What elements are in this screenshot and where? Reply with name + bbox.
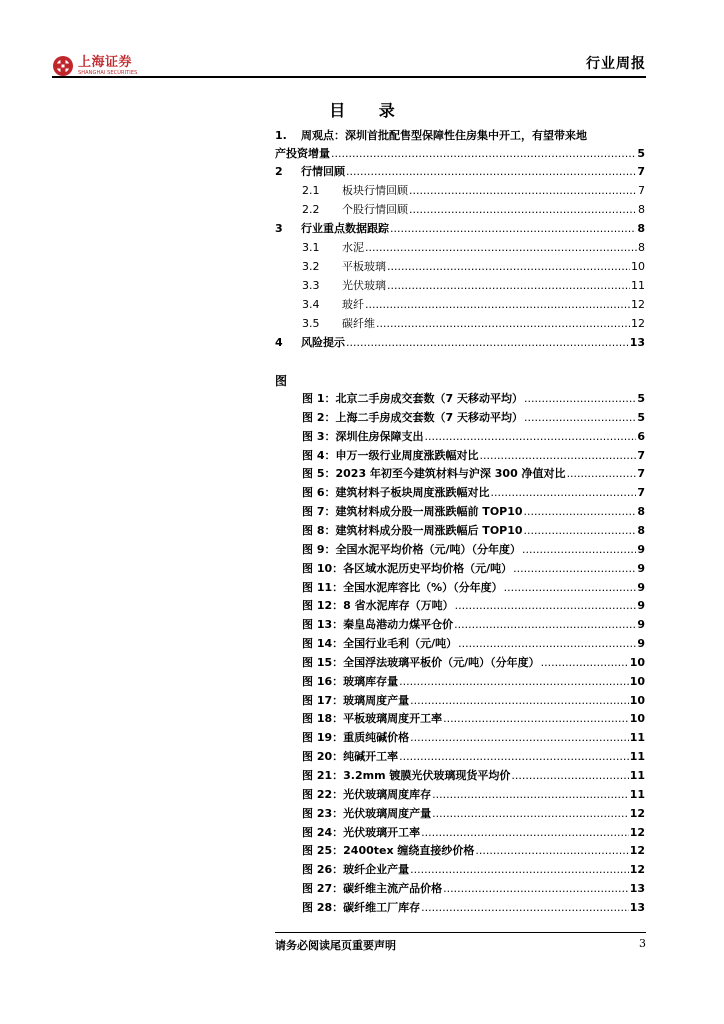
figure-entry[interactable]	[275, 880, 645, 898]
figure-entry-page: 10	[629, 674, 645, 688]
toc-entry[interactable]	[275, 258, 645, 276]
toc-entry-page: 13	[629, 336, 645, 349]
leader-dots	[524, 409, 636, 427]
figure-entry-label: 图 8：建筑材料成分股一周涨跌幅后 TOP10	[302, 523, 523, 537]
figure-entry-label: 图 26：玻纤企业产量	[302, 863, 410, 877]
leader-dots	[409, 182, 637, 200]
leader-dots	[410, 729, 629, 747]
logo-subtitle: SHANGHAI SECURITIES	[78, 70, 138, 76]
figure-entry-page: 7	[637, 486, 645, 500]
figure-entry[interactable]	[275, 842, 645, 860]
toc-title: 目 录	[329, 101, 409, 120]
footer-divider	[275, 932, 646, 933]
toc-entry-label: 碳纤维	[342, 317, 375, 330]
figure-entry-label: 图 12：8 省水泥库存（万吨）	[302, 599, 454, 613]
toc-entry[interactable]	[275, 182, 645, 200]
toc-entry-page: 11	[631, 279, 645, 292]
figure-entry-page: 9	[637, 561, 645, 575]
figure-entry-page: 11	[629, 769, 645, 782]
toc-entry-page: 8	[638, 241, 645, 254]
figure-entry[interactable]	[275, 786, 645, 804]
figure-entry-label: 图 23：光伏玻璃周度产量	[302, 806, 432, 820]
figure-entry[interactable]	[275, 428, 645, 446]
leader-dots	[443, 710, 629, 728]
toc-entry-page: 5	[637, 147, 645, 160]
figure-entry[interactable]	[275, 560, 645, 578]
figure-entry[interactable]	[275, 861, 645, 879]
figure-entry[interactable]	[275, 616, 645, 634]
toc-entry-label: 行情回顾	[301, 165, 345, 178]
figure-entry-page: 8	[637, 505, 645, 519]
toc-entry-number: 3.2	[302, 260, 320, 273]
toc-entry[interactable]	[275, 201, 645, 219]
toc-entry-label: 周观点：深圳首批配售型保障性住房集中开工，有望带来地	[301, 129, 587, 142]
company-logo	[52, 55, 137, 77]
figure-entry[interactable]	[275, 635, 645, 653]
leader-dots	[387, 277, 630, 295]
figure-entry-label: 图 20：纯碱开工率	[302, 750, 399, 764]
leader-dots	[504, 579, 637, 597]
figure-entry-page: 5	[637, 392, 645, 405]
toc-entry-page: 12	[631, 317, 645, 330]
figure-entry[interactable]	[275, 654, 645, 672]
figure-entry-page: 12	[629, 825, 645, 839]
figure-entry-page: 12	[629, 806, 645, 820]
figure-entry[interactable]	[275, 597, 645, 615]
leader-dots	[410, 861, 629, 879]
figure-entry-page: 11	[629, 750, 645, 764]
toc-entry-1-line2[interactable]	[275, 145, 645, 163]
figure-entry-page: 10	[629, 693, 645, 707]
figure-entry[interactable]	[275, 673, 645, 691]
leader-dots	[511, 767, 628, 785]
toc-entry-label: 行业重点数据跟踪	[301, 222, 389, 235]
figure-entry[interactable]	[275, 541, 645, 559]
figure-entry-label: 图 1：北京二手房成交套数（7 天移动平均）	[302, 392, 523, 405]
leader-dots	[424, 428, 636, 446]
figure-entry-page: 9	[637, 618, 645, 632]
figure-entry-page: 12	[629, 844, 645, 858]
toc-entry[interactable]	[275, 220, 645, 238]
page-number: 3	[639, 937, 646, 950]
figure-entry-label: 图 9：全国水泥平均价格（元/吨）（分年度）	[302, 542, 521, 556]
leader-dots	[524, 503, 637, 521]
figure-entry-page: 13	[629, 900, 645, 914]
leader-dots	[376, 315, 630, 333]
figure-entry-page: 9	[637, 580, 645, 594]
toc-entry-page: 7	[637, 165, 645, 178]
figure-entry[interactable]	[275, 767, 645, 785]
figure-entry[interactable]	[275, 824, 645, 842]
figure-entry-page: 12	[629, 863, 645, 877]
toc-entry-number: 3.1	[302, 241, 320, 254]
leader-dots	[365, 239, 637, 257]
leader-dots	[454, 616, 636, 634]
leader-dots	[399, 673, 629, 691]
figure-entry-label: 图 21：3.2mm 镀膜光伏玻璃现货平均价	[302, 769, 511, 782]
company-logo-icon	[52, 55, 74, 77]
toc-entry-number: 3.4	[302, 298, 320, 311]
figure-entry[interactable]	[275, 710, 645, 728]
toc-entry-page: 7	[638, 184, 645, 197]
figure-entry-label: 图 15：全国浮法玻璃平板价（元/吨）（分年度）	[302, 655, 540, 669]
figure-entry-label: 图 10：各区域水泥历史平均价格（元/吨）	[302, 561, 513, 575]
leader-dots	[513, 560, 636, 578]
figure-entry-page: 9	[637, 599, 645, 613]
toc-entry-page: 8	[637, 222, 645, 235]
figure-entry-label: 图 25：2400tex 缠绕直接纱价格	[302, 844, 475, 858]
toc-entry[interactable]	[275, 296, 645, 314]
figure-entry[interactable]	[275, 805, 645, 823]
figure-entry-page: 7	[637, 448, 645, 462]
figure-entry[interactable]	[275, 409, 645, 427]
figure-entry-label: 图 11：全国水泥库容比（%）（分年度）	[302, 580, 503, 594]
header-divider	[52, 76, 646, 78]
figure-entry[interactable]	[275, 748, 645, 766]
toc-entry-label: 光伏玻璃	[342, 279, 386, 292]
leader-dots	[541, 654, 629, 672]
leader-dots	[443, 880, 629, 898]
figure-entry-label: 图 28：碳纤维工厂库存	[302, 900, 421, 914]
toc-entry-number: 3.3	[302, 279, 320, 292]
toc-entry-number: 4	[275, 336, 283, 349]
leader-dots	[390, 220, 636, 238]
toc-entry-label: 个股行情回顾	[342, 203, 408, 216]
figure-entry-page: 9	[637, 542, 645, 556]
toc-entry-label: 产投资增量	[275, 147, 330, 160]
leader-dots	[455, 597, 637, 615]
logo-name: 上海证券	[78, 55, 133, 70]
toc-entry-number: 1.	[275, 129, 287, 142]
figures-heading: 图	[275, 374, 288, 388]
figure-entry-label: 图 24：光伏玻璃开工率	[302, 825, 421, 839]
toc-entry-page: 12	[631, 298, 645, 311]
figure-entry[interactable]	[275, 579, 645, 597]
toc-entry-page: 8	[638, 203, 645, 216]
leader-dots	[524, 390, 636, 408]
toc-entry-label: 平板玻璃	[342, 260, 386, 273]
figure-entry-label: 图 16：玻璃库存量	[302, 674, 399, 688]
leader-dots	[567, 465, 637, 483]
figure-entry-page: 9	[637, 637, 645, 651]
leader-dots	[387, 258, 630, 276]
report-type: 行业周报	[586, 56, 646, 72]
figure-entry-label: 图 18：平板玻璃周度开工率	[302, 712, 443, 726]
figure-entry-page: 6	[637, 429, 645, 443]
figure-entry-page: 5	[637, 410, 645, 424]
figure-entry-label: 图 14：全国行业毛利（元/吨）	[302, 637, 458, 651]
leader-dots	[365, 296, 630, 314]
figure-entry-label: 图 22：光伏玻璃周度库存	[302, 787, 432, 801]
figure-entry[interactable]	[275, 899, 645, 917]
figure-entry-page: 10	[629, 712, 645, 726]
leader-dots	[432, 786, 629, 804]
leader-dots	[421, 899, 629, 917]
leader-dots	[346, 163, 636, 181]
toc-entry-label: 水泥	[342, 241, 364, 254]
figure-entry[interactable]	[275, 484, 645, 502]
toc-entry-number: 3	[275, 222, 283, 235]
leader-dots	[432, 805, 629, 823]
leader-dots	[331, 145, 636, 163]
figure-entry-page: 13	[629, 882, 645, 896]
figure-entry-label: 图 6：建筑材料子板块周度涨跌幅对比	[302, 486, 490, 500]
toc-entry[interactable]	[275, 334, 645, 352]
figure-entry-label: 图 13：秦皇岛港动力煤平仓价	[302, 618, 454, 632]
figure-entry[interactable]	[275, 503, 645, 521]
figure-entry-label: 图 27：碳纤维主流产品价格	[302, 882, 443, 896]
toc-entry-number: 3.5	[302, 317, 320, 330]
figure-entry-page: 11	[629, 731, 645, 745]
toc-entry-page: 10	[631, 260, 645, 273]
figure-entry[interactable]	[275, 729, 645, 747]
leader-dots	[458, 635, 636, 653]
toc-entry[interactable]	[275, 239, 645, 257]
figure-entry-page: 7	[637, 467, 645, 481]
figure-entry-label: 图 17：玻璃周度产量	[302, 693, 410, 707]
leader-dots	[410, 692, 629, 710]
toc-entry-label: 板块行情回顾	[342, 184, 408, 197]
figure-entry-page: 10	[629, 655, 645, 669]
figure-entry-label: 图 7：建筑材料成分股一周涨跌幅前 TOP10	[302, 505, 523, 519]
figure-entry-label: 图 2：上海二手房成交套数（7 天移动平均）	[302, 410, 523, 424]
leader-dots	[346, 334, 629, 352]
figure-entry-label: 图 4：申万一级行业周度涨跌幅对比	[302, 448, 479, 462]
figure-entry[interactable]	[275, 447, 645, 465]
toc-entry-label: 玻纤	[342, 298, 364, 311]
figure-entry[interactable]	[275, 522, 645, 540]
toc-entry-number: 2.1	[302, 184, 320, 197]
leader-dots	[522, 541, 636, 559]
disclaimer-note: 请务必阅读尾页重要声明	[275, 939, 396, 952]
leader-dots	[409, 201, 637, 219]
toc-entry-label: 风险提示	[301, 336, 345, 349]
figure-entry[interactable]	[275, 692, 645, 710]
figure-entry-page: 8	[637, 523, 645, 537]
leader-dots	[524, 522, 637, 540]
toc-entry-1-line1[interactable]	[275, 127, 645, 145]
figure-entry-page: 11	[629, 787, 645, 801]
figure-entry[interactable]	[275, 465, 645, 483]
leader-dots	[479, 447, 636, 465]
toc-entry[interactable]	[275, 163, 645, 181]
figure-entry-label: 图 3：深圳住房保障支出	[302, 429, 424, 443]
toc-entry-number: 2	[275, 165, 283, 178]
toc-entry[interactable]	[275, 315, 645, 333]
leader-dots	[421, 824, 629, 842]
figure-entry-label: 图 5：2023 年初至今建筑材料与沪深 300 净值对比	[302, 467, 566, 481]
leader-dots	[399, 748, 629, 766]
leader-dots	[475, 842, 628, 860]
toc-entry-number: 2.2	[302, 203, 320, 216]
leader-dots	[490, 484, 636, 502]
figure-entry-label: 图 19：重质纯碱价格	[302, 731, 410, 745]
toc-entry[interactable]	[275, 277, 645, 295]
figure-entry[interactable]	[275, 390, 645, 408]
